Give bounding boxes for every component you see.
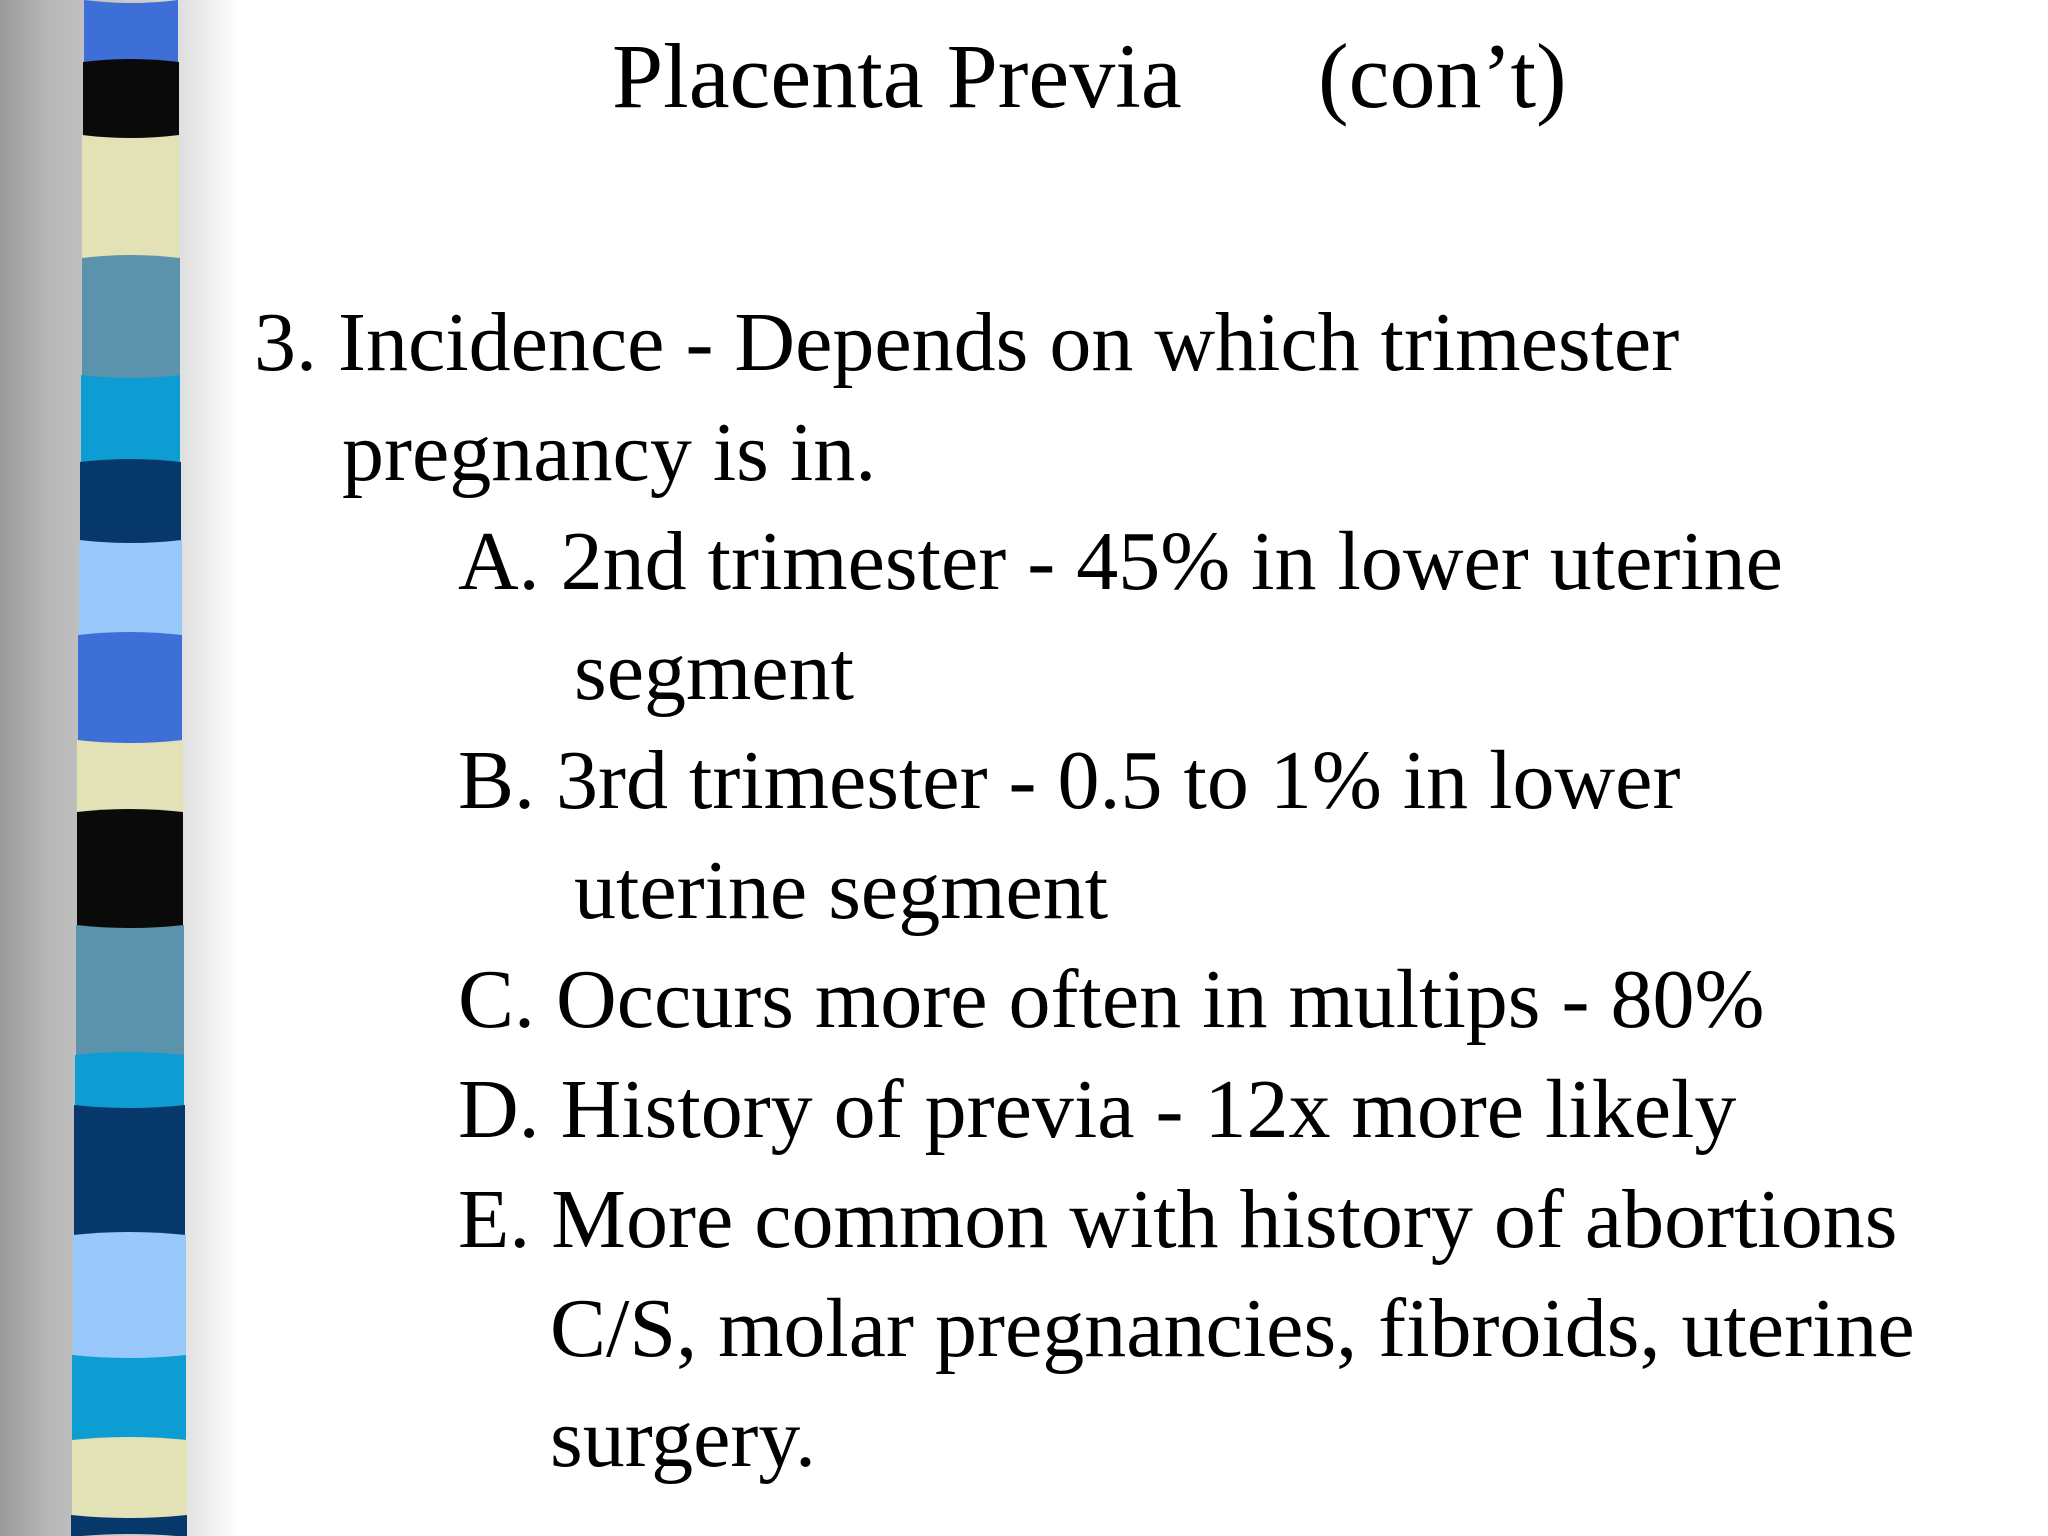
strip-band-black	[77, 809, 183, 929]
strip-band-cream	[77, 740, 183, 813]
strip-band-cream	[72, 1437, 187, 1519]
strip-band-royal_blue	[84, 0, 178, 63]
strip-band-steel_blue	[76, 925, 184, 1056]
strip-band-navy	[80, 459, 181, 544]
subpoint-b: B. 3rd trimester - 0.5 to 1% in lower	[458, 734, 1681, 827]
strip-band-cream	[82, 135, 179, 259]
strip-band-steel_blue	[82, 255, 180, 379]
subpoint-e-continuation-1: C/S, molar pregnancies, fibroids, uterine	[550, 1282, 1915, 1375]
slide-title-suffix: (con’t)	[1318, 25, 1567, 127]
strip-band-black	[83, 59, 179, 139]
subpoint-a: A. 2nd trimester - 45% in lower uterine	[458, 515, 1783, 608]
strip-band-light_blue	[73, 1232, 186, 1359]
subpoint-e: E. More common with history of abortions	[458, 1173, 1898, 1266]
strip-band-cyan	[72, 1355, 186, 1441]
point-3-continuation: pregnancy is in.	[342, 406, 877, 499]
side-decorative-strip	[0, 0, 240, 1536]
subpoint-d: D. History of previa - 12x more likely	[458, 1063, 1737, 1156]
point-3-incidence: 3. Incidence - Depends on which trimester	[254, 296, 1680, 389]
subpoint-b-continuation: uterine segment	[574, 844, 1109, 937]
strip-band-light_blue	[79, 540, 182, 636]
strip-band-royal_blue	[78, 632, 182, 744]
strip-band-cyan	[81, 375, 180, 463]
strip-band-cyan	[75, 1052, 184, 1109]
strip-band-navy	[74, 1105, 185, 1236]
strip-band-navy	[71, 1515, 187, 1536]
subpoint-e-continuation-2: surgery.	[550, 1392, 816, 1485]
slide-title: Placenta Previa	[612, 25, 1182, 127]
subpoint-a-continuation: segment	[574, 625, 854, 718]
subpoint-c: C. Occurs more often in multips - 80%	[458, 953, 1765, 1046]
